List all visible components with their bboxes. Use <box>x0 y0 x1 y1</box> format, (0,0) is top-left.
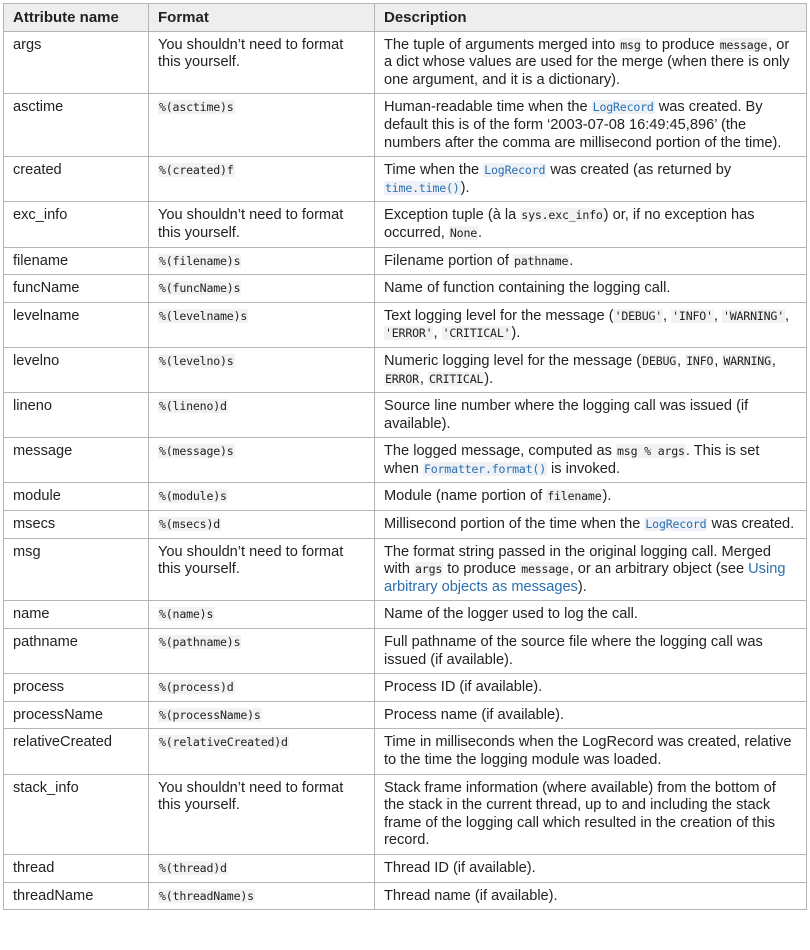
description-text: was created (as returned by <box>546 162 732 179</box>
attribute-name-cell: msecs <box>4 511 149 539</box>
description-text: to produce <box>443 561 521 578</box>
description-text: The tuple of arguments merged into <box>384 36 620 53</box>
code-reference-link[interactable]: time.time() <box>385 180 460 195</box>
inline-code: msg <box>620 37 641 52</box>
description-text: The format string passed in the original logging call. Merged with <box>384 543 771 578</box>
description-cell <box>375 247 807 275</box>
attribute-name-cell: levelname <box>4 302 149 347</box>
format-note: You shouldn’t need to format this yourself. <box>158 36 344 71</box>
description-text: , <box>713 307 722 324</box>
attribute-name-cell: msg <box>4 538 149 601</box>
table-row <box>4 629 807 674</box>
format-cell <box>149 483 375 511</box>
header-attribute-name: Attribute name <box>4 4 149 32</box>
description-text: Process name (if available). <box>384 706 565 723</box>
description-text: , <box>771 352 776 369</box>
description-text: Name of function containing the logging call. <box>384 280 671 297</box>
format-code: %(process)d <box>159 680 234 695</box>
description-cell <box>375 31 807 94</box>
description-cell <box>375 94 807 157</box>
format-cell <box>149 247 375 275</box>
description-text: is invoked. <box>547 460 621 477</box>
description-text: , <box>433 325 442 342</box>
description-text: Module (name portion of <box>384 488 547 505</box>
format-code: %(processName)s <box>159 707 261 722</box>
description-cell <box>375 674 807 702</box>
description-text: Human-readable time when the <box>384 99 592 116</box>
table-row <box>4 31 807 94</box>
inline-code: 'DEBUG' <box>614 308 663 323</box>
attribute-name-cell: funcName <box>4 275 149 303</box>
table-row <box>4 729 807 774</box>
table-row <box>4 438 807 483</box>
description-cell <box>375 538 807 601</box>
description-text: , <box>663 307 672 324</box>
table-row <box>4 302 807 347</box>
table-body <box>4 31 807 910</box>
attribute-name-cell: asctime <box>4 94 149 157</box>
doc-link[interactable]: Using arbitrary objects as messages <box>384 561 786 595</box>
description-text: Millisecond portion of the time when the <box>384 516 645 533</box>
description-text: was created. By default this is of the form ‘2003-07-08 16:49:45,896’ (the numbers after the comma are millisecond portion of the time). <box>384 99 782 151</box>
table-row <box>4 347 807 392</box>
format-code: %(created)f <box>159 163 234 178</box>
table-row <box>4 157 807 202</box>
inline-code: CRITICAL <box>429 371 484 386</box>
table-row <box>4 538 807 601</box>
description-text: ). <box>484 370 494 387</box>
description-text: ). <box>577 578 587 595</box>
attribute-name-cell: relativeCreated <box>4 729 149 774</box>
description-cell <box>375 601 807 629</box>
inline-code: None <box>449 225 478 240</box>
format-code: %(lineno)d <box>159 399 227 414</box>
format-code: %(levelno)s <box>159 353 234 368</box>
format-code: %(message)s <box>159 444 234 459</box>
attribute-name-cell: process <box>4 674 149 702</box>
format-cell <box>149 31 375 94</box>
format-cell <box>149 157 375 202</box>
attribute-name-cell: threadName <box>4 882 149 910</box>
inline-code: INFO <box>686 353 714 368</box>
description-cell <box>375 729 807 774</box>
format-code: %(asctime)s <box>159 100 234 115</box>
description-text: , or a dict whose values are used for the merge (when there is only one argument, and it is a dictionary). <box>384 36 790 88</box>
format-code: %(funcName)s <box>159 281 241 296</box>
description-cell <box>375 438 807 483</box>
description-text: ). <box>511 325 521 342</box>
format-code: %(relativeCreated)d <box>159 735 288 750</box>
inline-code: ERROR <box>385 371 419 386</box>
format-cell <box>149 538 375 601</box>
inline-code: WARNING <box>723 353 771 368</box>
format-cell <box>149 674 375 702</box>
attribute-name-cell: message <box>4 438 149 483</box>
inline-code: message <box>719 37 768 52</box>
format-cell <box>149 275 375 303</box>
description-text: Text logging level for the message ( <box>384 307 614 324</box>
inline-code: 'WARNING' <box>722 308 784 323</box>
format-note: You shouldn’t need to format this yourself. <box>158 779 344 814</box>
description-cell <box>375 774 807 854</box>
format-cell <box>149 701 375 729</box>
description-text: Thread ID (if available). <box>384 859 536 876</box>
attribute-name-cell: processName <box>4 701 149 729</box>
description-text: . <box>478 224 483 241</box>
format-code: %(pathname)s <box>159 635 241 650</box>
format-cell <box>149 774 375 854</box>
code-reference-link[interactable]: Formatter.format() <box>423 461 546 476</box>
header-description: Description <box>375 4 807 32</box>
inline-code: 'INFO' <box>672 308 713 323</box>
description-text: , <box>677 352 686 369</box>
table-row <box>4 882 807 910</box>
description-cell <box>375 854 807 882</box>
format-note: You shouldn’t need to format this yourself. <box>158 207 344 241</box>
table-row <box>4 275 807 303</box>
format-cell <box>149 601 375 629</box>
description-text: Name of the logger used to log the call. <box>384 606 638 623</box>
attribute-name-cell: name <box>4 601 149 629</box>
attribute-name-cell: lineno <box>4 393 149 438</box>
inline-code: msg % args <box>617 444 685 459</box>
inline-code: message <box>521 562 569 577</box>
description-cell <box>375 393 807 438</box>
format-code: %(levelname)s <box>159 308 248 323</box>
code-reference-link[interactable]: LogRecord <box>592 100 654 115</box>
header-format: Format <box>149 4 375 32</box>
attribute-name-cell: pathname <box>4 629 149 674</box>
description-cell <box>375 483 807 511</box>
format-note: You shouldn’t need to format this yourself. <box>158 543 344 578</box>
description-cell <box>375 629 807 674</box>
attribute-name-cell: created <box>4 157 149 202</box>
format-cell <box>149 302 375 347</box>
description-text: . This is set when <box>384 443 760 477</box>
format-cell <box>149 629 375 674</box>
description-cell <box>375 701 807 729</box>
description-cell <box>375 275 807 303</box>
description-text: Time when the <box>384 162 484 179</box>
inline-code: sys.exc_info <box>521 208 603 223</box>
format-cell <box>149 94 375 157</box>
description-cell <box>375 882 807 910</box>
description-text: ) or, if no exception has occurred, <box>384 207 755 241</box>
format-cell <box>149 854 375 882</box>
description-text: . <box>569 252 574 269</box>
table-row <box>4 774 807 854</box>
format-cell <box>149 438 375 483</box>
description-text: was created. <box>707 516 795 533</box>
description-text: ). <box>460 179 470 196</box>
format-cell <box>149 882 375 910</box>
description-cell <box>375 511 807 539</box>
description-cell <box>375 202 807 247</box>
description-text: to produce <box>641 36 719 53</box>
attribute-name-cell: module <box>4 483 149 511</box>
description-text: The logged message, computed as <box>384 443 617 460</box>
inline-code: filename <box>547 489 602 504</box>
format-cell <box>149 202 375 247</box>
format-code: %(threadName)s <box>159 888 254 903</box>
attribute-name-cell: thread <box>4 854 149 882</box>
attribute-name-cell: levelno <box>4 347 149 392</box>
description-text: Thread name (if available). <box>384 887 558 904</box>
format-code: %(filename)s <box>159 253 241 268</box>
description-text: Full pathname of the source file where the logging call was issued (if available). <box>384 634 763 668</box>
table-row <box>4 393 807 438</box>
table-row <box>4 854 807 882</box>
description-text: , or an arbitrary object (see <box>569 561 749 578</box>
table-row <box>4 511 807 539</box>
description-text: Filename portion of <box>384 252 513 269</box>
format-code: %(name)s <box>159 607 214 622</box>
format-code: %(msecs)d <box>159 517 221 532</box>
inline-code: 'CRITICAL' <box>442 326 511 341</box>
inline-code: args <box>415 562 443 577</box>
description-text: Numeric logging level for the message ( <box>384 352 642 369</box>
inline-code: 'ERROR' <box>385 326 433 341</box>
format-code: %(module)s <box>159 489 227 504</box>
description-text: Process ID (if available). <box>384 679 543 696</box>
description-text: Time in milliseconds when the LogRecord was created, relative to the time the logging module was loaded. <box>384 734 792 768</box>
description-text: Stack frame information (where available) from the bottom of the stack in the current thread, up to and including the stack frame of the logging call which resulted in the creation of this record. <box>384 779 776 849</box>
code-reference-link[interactable]: LogRecord <box>645 517 707 532</box>
table-row <box>4 674 807 702</box>
format-cell <box>149 729 375 774</box>
table-row <box>4 483 807 511</box>
description-cell <box>375 302 807 347</box>
description-cell <box>375 347 807 392</box>
format-cell <box>149 347 375 392</box>
format-code: %(thread)d <box>159 860 227 875</box>
format-cell <box>149 511 375 539</box>
inline-code: DEBUG <box>642 353 677 368</box>
attribute-name-cell: filename <box>4 247 149 275</box>
description-cell <box>375 157 807 202</box>
logrecord-attributes-table <box>3 3 807 910</box>
table-row <box>4 247 807 275</box>
table-row <box>4 701 807 729</box>
description-text: , <box>419 370 429 387</box>
table-row <box>4 94 807 157</box>
description-text: , <box>714 352 723 369</box>
table-row <box>4 601 807 629</box>
description-text: Exception tuple (à la <box>384 207 521 224</box>
attribute-name-cell: args <box>4 31 149 94</box>
description-text: , <box>784 307 790 324</box>
table-row <box>4 202 807 247</box>
format-cell <box>149 393 375 438</box>
description-text: Source line number where the logging call was issued (if available). <box>384 398 749 432</box>
inline-code: pathname <box>513 253 569 268</box>
code-reference-link[interactable]: LogRecord <box>484 163 546 178</box>
description-text: ). <box>602 488 612 505</box>
table-header-row <box>4 4 807 32</box>
attribute-name-cell: stack_info <box>4 774 149 854</box>
attribute-name-cell: exc_info <box>4 202 149 247</box>
